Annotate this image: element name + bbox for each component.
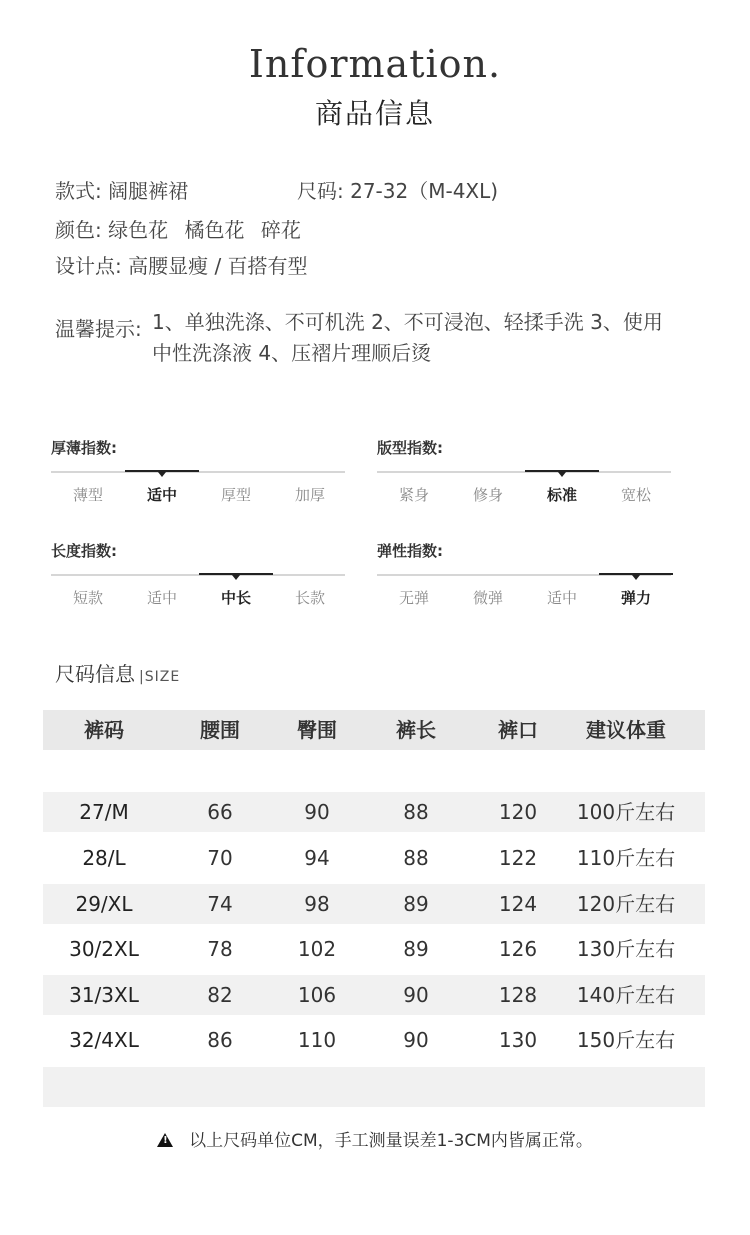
table-cell: 90 [403,1028,429,1052]
table-cell: 130 [498,1028,538,1052]
index-option: 加厚 [294,486,325,504]
table-cell: 128 [498,983,538,1007]
table-cell: 120 [498,800,538,824]
size-info [297,175,498,204]
table-cell: 140斤左右 [576,983,676,1007]
table-header-cell: 腰围 [200,718,240,742]
note-text: 以上尺码单位CM，手工测量误差1-3CM内皆属正常。 [189,1131,593,1151]
size-section-title [55,658,180,687]
table-cell: 66 [207,800,233,824]
style-value: 阔腿裤裙 [108,179,189,203]
style-label: 款式: [55,179,102,203]
index-option: 厚型 [220,486,251,504]
index-label: 版型指数: [377,439,443,457]
warning-icon [157,1133,173,1147]
table-header-cell: 裤口 [498,718,538,742]
table-cell: 88 [403,846,429,870]
design-label: 设计点: [55,254,122,278]
table-cell: 82 [207,983,233,1007]
table-cell: 124 [498,892,538,916]
table-header-cell: 臀围 [297,718,337,742]
table-row-stripe [43,1067,705,1107]
table-cell: 89 [403,937,429,961]
title-english: Information. [248,42,502,86]
table-cell: 27/M [79,800,129,824]
table-cell: 30/2XL [69,937,139,961]
color-value: 橘色花 [184,218,245,242]
index-option: 适中 [146,589,177,607]
color-value: 绿色花 [108,218,169,242]
table-cell: 90 [403,983,429,1007]
index-pointer-icon [232,575,240,580]
table-header-cell: 建议体重 [586,718,666,742]
size-subtitle: |SIZE [139,669,181,685]
index-label: 弹性指数: [377,542,443,560]
table-cell: 86 [207,1028,233,1052]
index-option: 中长 [220,589,251,607]
index-option: 薄型 [72,486,103,504]
index-scale-line [377,471,671,473]
table-cell: 29/XL [75,892,133,916]
index-option: 适中 [546,589,577,607]
table-cell: 110 [297,1028,337,1052]
index-option: 微弹 [472,589,503,607]
table-cell: 120斤左右 [576,892,676,916]
index-pointer-icon [558,472,566,477]
size-title-text: 尺码信息 [55,662,135,686]
table-cell: 126 [498,937,538,961]
style-info [55,175,188,204]
color-info [55,214,301,243]
table-cell: 130斤左右 [576,937,676,961]
index-pointer-icon [632,575,640,580]
table-cell: 88 [403,800,429,824]
table-cell: 89 [403,892,429,916]
tips-text: 1、单独洗涤、不可机洗 2、不可浸泡、轻揉手洗 3、使用中性洗涤液 4、压褶片理顺后烫 [152,310,663,365]
index-option: 标准 [546,486,577,504]
table-cell: 122 [498,846,538,870]
tips-label: 温馨提示: [55,317,142,341]
table-cell: 150斤左右 [576,1028,676,1052]
table-cell: 98 [304,892,330,916]
size-label: 尺码: [297,179,344,203]
index-option: 适中 [146,486,177,504]
index-scale-line [51,574,345,576]
table-header-cell: 裤长 [396,718,436,742]
table-cell: 28/L [82,846,126,870]
table-cell: 110斤左右 [576,846,676,870]
table-cell: 94 [304,846,330,870]
index-option: 长款 [294,589,325,607]
color-label: 颜色: [55,218,102,242]
table-header-cell: 裤码 [84,718,124,742]
design-value: 高腰显瘦 / 百搭有型 [128,254,308,278]
index-option: 弹力 [620,589,651,607]
table-cell: 70 [207,846,233,870]
color-value: 碎花 [260,218,301,242]
index-option: 无弹 [398,589,429,607]
index-option: 短款 [72,589,103,607]
table-cell: 32/4XL [69,1028,139,1052]
index-pointer-icon [158,472,166,477]
table-cell: 102 [297,937,337,961]
index-label: 长度指数: [51,542,117,560]
table-cell: 78 [207,937,233,961]
table-cell: 90 [304,800,330,824]
size-table-header [43,710,705,750]
title-chinese: 商品信息 [314,97,435,130]
index-option: 宽松 [620,486,651,504]
index-option: 紧身 [398,486,429,504]
note [0,1126,750,1151]
table-cell: 74 [207,892,233,916]
index-option: 修身 [472,486,503,504]
table-cell: 100斤左右 [576,800,676,824]
index-label: 厚薄指数: [51,439,117,457]
design-info [55,250,308,279]
table-cell: 31/3XL [69,983,139,1007]
size-value: 27-32（M-4XL) [350,179,499,203]
table-cell: 106 [297,983,337,1007]
